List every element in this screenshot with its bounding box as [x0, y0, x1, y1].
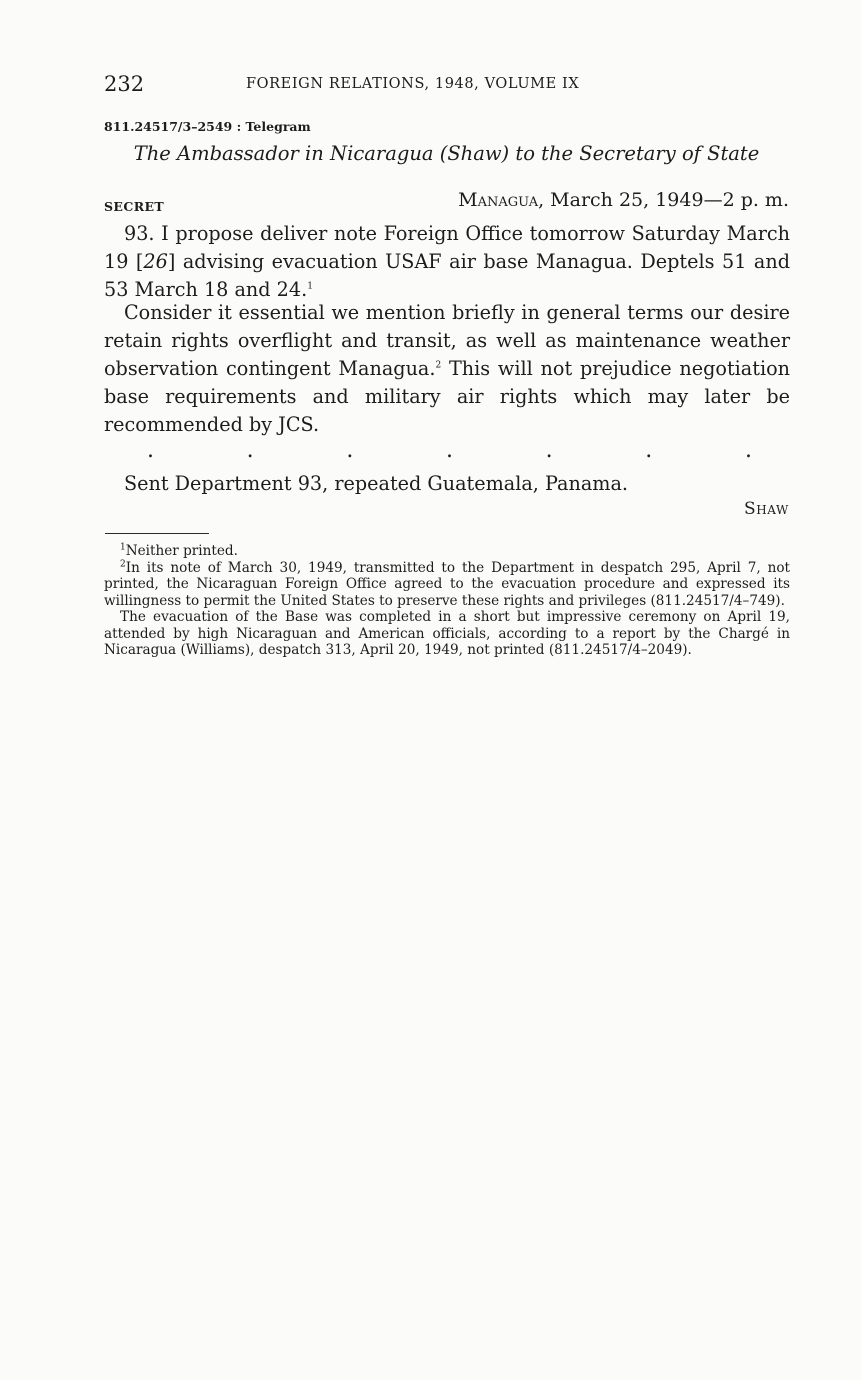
- para2-text-b: This will not prejudice negotiation base requirements and military air rights which may later be recommended by JCS.: [104, 357, 790, 436]
- ellipsis-dot: .: [545, 438, 553, 463]
- footnote-1-text: Neither printed.: [125, 543, 238, 559]
- para1-text-a: 93. I propose deliver note Foreign Office tomorrow Saturday March 19 [: [104, 222, 790, 273]
- footnote-2-continuation-text: The evacuation of the Base was completed in a short but impressive ceremony on April 19, attended by high Nicaraguan and American officials, according to a report by the Chargé in Nicaragua (Williams), despatch 313, April 20, 1949, not printed (811.24517/4–2049).: [104, 609, 790, 658]
- ellipsis-dot: .: [445, 438, 453, 463]
- ellipsis-dot: .: [645, 438, 653, 463]
- page-header: [104, 72, 794, 98]
- signature: Shaw: [743, 499, 789, 519]
- dateline-place: Managua: [458, 189, 539, 211]
- para2-text-a: Consider it essential we mention briefly in general terms our desire retain rights overflight and transit, as well as maintenance weather observation contingent Managua.: [104, 301, 790, 380]
- footnote-ref-1: 1: [307, 281, 313, 292]
- document-title: The Ambassador in Nicaragua (Shaw) to the Secretary of State: [133, 142, 760, 165]
- dateline: [458, 189, 789, 211]
- footnote-1: [104, 543, 790, 560]
- ellipsis-dot: .: [246, 438, 254, 463]
- file-reference: 811.24517/3–2549 : Telegram: [104, 119, 311, 134]
- ellipsis-dot: .: [744, 438, 752, 463]
- distribution-line: Sent Department 93, repeated Guatemala, Panama.: [124, 472, 629, 495]
- footnote-2-marker: 2: [120, 558, 126, 569]
- footnote-2-text: In its note of March 30, 1949, transmitted to the Department in despatch 295, April 7, not printed, the Nicaraguan Foreign Office agreed to the evacuation procedure and expressed its willingness to permit the United States to preserve these rights and privileges (811.24517/4–749).: [104, 559, 790, 609]
- omission-ellipsis: [147, 438, 752, 463]
- classification-label: SECRET: [104, 199, 165, 214]
- footnote-2-continuation: [104, 609, 790, 659]
- footnote-1-marker: 1: [120, 542, 126, 553]
- footnote-divider: [105, 533, 209, 534]
- footnote-2: [104, 560, 790, 610]
- footnotes: [104, 543, 790, 659]
- page-number: 232: [104, 72, 145, 96]
- telegram-body-paragraph-1: [104, 220, 790, 304]
- ellipsis-dot: .: [147, 438, 154, 463]
- footnote-ref-2: 2: [435, 360, 442, 371]
- dateline-date: , March 25, 1949—2 p. m.: [538, 189, 789, 211]
- para1-bracket-date: 26: [143, 250, 168, 273]
- telegram-body-paragraph-2: [104, 299, 790, 439]
- running-head: FOREIGN RELATIONS, 1948, VOLUME IX: [246, 76, 580, 92]
- para1-text-b: ] advising evacuation USAF air base Managua. Deptels 51 and 53 March 18 and 24.: [104, 250, 790, 301]
- ellipsis-dot: .: [346, 438, 354, 463]
